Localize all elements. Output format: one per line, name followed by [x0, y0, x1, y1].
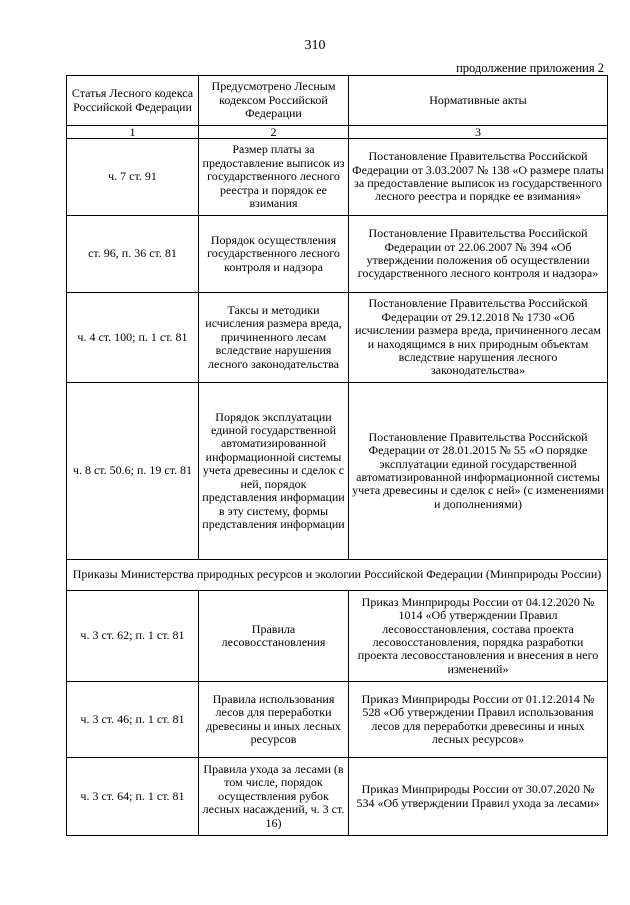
article-cell: ст. 96, п. 36 ст. 81 — [67, 216, 199, 293]
act-cell: Постановление Правительства Российской Федерации от 22.06.2007 № 394 «Об утверждении положения об осуществлении государственного лесного контроля и надзора» — [349, 216, 608, 293]
table-header-row — [67, 76, 608, 126]
act-cell: Постановление Правительства Российской Федерации от 28.01.2015 № 55 «О порядке эксплуатации единой государственной автоматизированной информационной системы учета древесины и сделок с ней» (с изменениями и дополнениями) — [349, 383, 608, 560]
section-title: Приказы Министерства природных ресурсов и экологии Российской Федерации (Минприроды России) — [67, 560, 608, 591]
header-acts: Нормативные акты — [349, 76, 608, 126]
column-number-row — [67, 126, 608, 139]
table-row — [67, 139, 608, 216]
table-row — [67, 216, 608, 293]
article-cell: ч. 3 ст. 46; п. 1 ст. 81 — [67, 682, 199, 758]
article-cell: ч. 4 ст. 100; п. 1 ст. 81 — [67, 293, 199, 383]
page-number: 310 — [304, 38, 326, 53]
table-row — [67, 682, 608, 758]
header-provision: Предусмотрено Лесным кодексом Российской Федерации — [199, 76, 349, 126]
provision-cell: Размер платы за предоставление выписок из государственного лесного реестра и порядок ее взимания — [199, 139, 349, 216]
header-article: Статья Лесного кодекса Российской Федерации — [67, 76, 199, 126]
column-number: 2 — [199, 126, 349, 139]
regulations-table — [66, 75, 608, 836]
continuation-note: продолжение приложения 2 — [456, 61, 604, 75]
act-cell: Приказ Минприроды России от 30.07.2020 № 534 «Об утверждении Правил ухода за лесами» — [349, 758, 608, 836]
article-cell: ч. 8 ст. 50.6; п. 19 ст. 81 — [67, 383, 199, 560]
provision-cell: Правила использования лесов для переработки древесины и иных лесных ресурсов — [199, 682, 349, 758]
table-row — [67, 383, 608, 560]
table-row — [67, 293, 608, 383]
act-cell: Приказ Минприроды России от 01.12.2014 № 528 «Об утверждении Правил использования лесов для переработки древесины и иных лесных ресурсов» — [349, 682, 608, 758]
table-row — [67, 591, 608, 682]
act-cell: Приказ Минприроды России от 04.12.2020 № 1014 «Об утверждении Правил лесовосстановления, состава проекта лесовосстановления, порядка разработки проекта лесовосстановления и внесения в него изменений» — [349, 591, 608, 682]
table-row — [67, 758, 608, 836]
article-cell: ч. 3 ст. 64; п. 1 ст. 81 — [67, 758, 199, 836]
section-row — [67, 560, 608, 591]
provision-cell: Порядок эксплуатации единой государственной автоматизированной информационной системы учета древесины и сделок с ней, порядок представления информации в эту систему, формы представления информации — [199, 383, 349, 560]
column-number: 3 — [349, 126, 608, 139]
act-cell: Постановление Правительства Российской Федерации от 29.12.2018 № 1730 «Об исчислении размера вреда, причиненного лесам и находящимся в них природным объектам вследствие нарушения лесного законодательства» — [349, 293, 608, 383]
act-cell: Постановление Правительства Российской Федерации от 3.03.2007 № 138 «О размере платы за предоставление выписок из государственного лесного реестра и порядке ее взимания» — [349, 139, 608, 216]
provision-cell: Правила ухода за лесами (в том числе, порядок осуществления рубок лесных насаждений, ч. 3 ст. 16) — [199, 758, 349, 836]
provision-cell: Правила лесовосстановления — [199, 591, 349, 682]
provision-cell: Таксы и методики исчисления размера вреда, причиненного лесам вследствие нарушения лесного законодательства — [199, 293, 349, 383]
provision-cell: Порядок осуществления государственного лесного контроля и надзора — [199, 216, 349, 293]
article-cell: ч. 3 ст. 62; п. 1 ст. 81 — [67, 591, 199, 682]
column-number: 1 — [67, 126, 199, 139]
article-cell: ч. 7 ст. 91 — [67, 139, 199, 216]
